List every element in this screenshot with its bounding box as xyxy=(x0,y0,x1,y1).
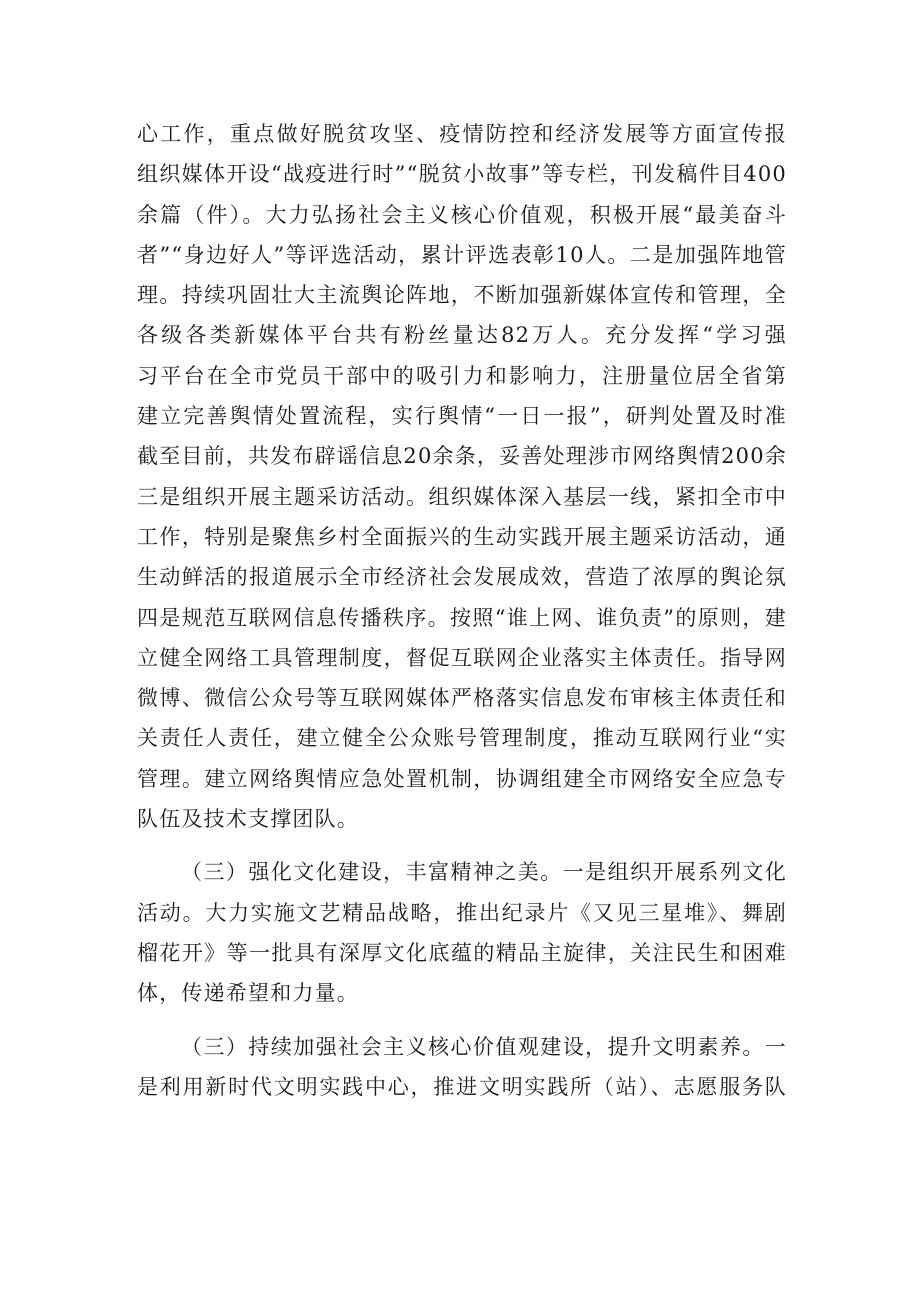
text-line: 组织媒体开设“战疫进行时”“脱贫小故事”等专栏，刊发稿件目400 xyxy=(137,162,787,187)
text-line: 截至目前，共发布辟谣信息20余条，妥善处理涉市网络舆情200余 xyxy=(137,444,787,469)
text-line: 习平台在全市党员干部中的吸引力和影响力，注册量位居全省第 xyxy=(137,363,787,388)
text-line: 管理。建立网络舆情应急处置机制，协调组建全市网络安全应急专 xyxy=(137,766,787,791)
text-line: 体，传递希望和力量。 xyxy=(137,981,359,1006)
text-line: （三）强化文化建设，丰富精神之美。一是组织开展系列文化 xyxy=(181,860,787,885)
paragraph-spacer xyxy=(137,1014,787,1027)
text-line: 微博、微信公众号等互联网媒体严格落实信息发布审核主体责任和 xyxy=(137,686,787,711)
text-line: 队伍及技术支撑团队。 xyxy=(137,807,359,832)
text-line: 余篇（件）。大力弘扬社会主义核心价值观，积极开展“最美奋斗 xyxy=(137,202,787,227)
text-line: 生动鲜活的报道展示全市经济社会发展成效，营造了浓厚的舆论氛 xyxy=(137,565,787,590)
document-body xyxy=(137,114,787,1107)
text-line: 四是规范互联网信息传播秩序。按照“谁上网、谁负责”的原则，建 xyxy=(137,605,787,630)
text-line: （三）持续加强社会主义核心价值观建设，提升文明素养。一 xyxy=(181,1034,787,1059)
paragraph-spacer xyxy=(137,839,787,852)
text-line: 各级各类新媒体平台共有粉丝量达82万人。充分发挥“学习强 xyxy=(137,323,787,348)
text-line: 榴花开》等一批具有深厚文化底蕴的精品主旋律，关注民生和困难 xyxy=(137,940,787,965)
paragraph-3 xyxy=(137,1027,787,1108)
paragraph-2 xyxy=(137,852,787,1013)
text-line: 心工作，重点做好脱贫攻坚、疫情防控和经济发展等方面宣传报 xyxy=(137,122,787,146)
text-line: 立健全网络工具管理制度，督促互联网企业落实主体责任。指导网 xyxy=(137,645,787,670)
text-line: 活动。大力实施文艺精品战略，推出纪录片《又见三星堆》、舞剧 xyxy=(137,900,787,925)
text-line: 建立完善舆情处置流程，实行舆情“一日一报”，研判处置及时准 xyxy=(137,404,787,429)
paragraph-1 xyxy=(137,114,787,839)
text-line: 关责任人责任，建立健全公众账号管理制度，推动互联网行业“实 xyxy=(137,726,787,751)
text-line: 三是组织开展主题采访活动。组织媒体深入基层一线，紧扣全市中 xyxy=(137,484,787,509)
text-line: 理。持续巩固壮大主流舆论阵地，不断加强新媒体宣传和管理，全 xyxy=(137,283,787,308)
text-line: 工作，特别是聚焦乡村全面振兴的生动实践开展主题采访活动，通 xyxy=(137,524,787,549)
text-line: 者”“身边好人”等评选活动，累计评选表彰10人。二是加强阵地管 xyxy=(137,242,787,267)
text-line: 是利用新时代文明实践中心，推进文明实践所（站）、志愿服务队 xyxy=(137,1074,787,1099)
